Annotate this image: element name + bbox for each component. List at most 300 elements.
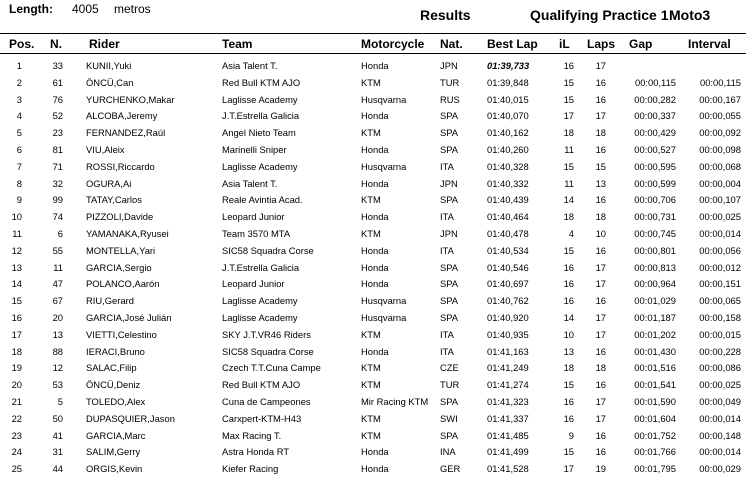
gap-cell: 00:00,527: [634, 143, 676, 155]
table-row: [0, 58, 746, 75]
best-lap-cell: 01:40,070: [487, 110, 529, 122]
rider-cell: MONTELLA,Yari: [86, 244, 156, 256]
gap-cell: 00:00,964: [634, 278, 676, 290]
team-cell: Asia Talent T.: [222, 60, 278, 71]
col-interval: Interval: [688, 37, 731, 51]
team-cell: Max Racing T.: [222, 429, 282, 441]
position-cell: 4: [16, 110, 22, 122]
interval-cell: 00:00,228: [699, 345, 741, 357]
gap-cell: 00:00,337: [634, 110, 676, 122]
best-lap-cell: 01:40,762: [487, 295, 529, 307]
nation-cell: TUR: [440, 379, 460, 391]
rider-cell: IERACI,Bruno: [86, 345, 145, 357]
motorcycle-cell: KTM: [361, 328, 381, 340]
rider-cell: VIETTI,Celestino: [86, 328, 157, 340]
position-cell: 8: [16, 177, 22, 189]
il-cell: 18: [563, 362, 574, 374]
best-lap-cell: 01:40,439: [487, 194, 529, 206]
interval-cell: 00:00,065: [699, 295, 741, 307]
best-lap-cell: 01:41,163: [487, 345, 529, 357]
gap-cell: 00:01,541: [634, 379, 676, 391]
col-pos: Pos.: [9, 37, 35, 51]
il-cell: 16: [563, 278, 574, 290]
motorcycle-cell: Honda: [361, 261, 389, 273]
number-cell: 12: [52, 362, 63, 374]
laps-cell: 16: [595, 446, 606, 458]
nation-cell: SPA: [440, 278, 459, 290]
col-il: iL: [559, 37, 570, 51]
table-row: [0, 293, 746, 310]
interval-cell: 00:00,148: [699, 429, 741, 441]
nation-cell: GER: [440, 463, 461, 475]
position-cell: 16: [11, 311, 22, 323]
il-cell: 17: [563, 110, 574, 122]
laps-cell: 16: [595, 93, 606, 105]
laps-cell: 17: [595, 328, 606, 340]
number-cell: 13: [52, 328, 63, 340]
il-cell: 16: [563, 412, 574, 424]
best-lap-cell: 01:40,464: [487, 211, 529, 223]
results-title: Results: [420, 7, 471, 23]
table-row: [0, 142, 746, 159]
gap-cell: 00:00,731: [634, 211, 676, 223]
table-row: [0, 176, 746, 193]
team-cell: Leopard Junior: [222, 211, 285, 223]
best-lap-cell: 01:40,015: [487, 93, 529, 105]
nation-cell: JPN: [440, 227, 458, 239]
motorcycle-cell: Husqvarna: [361, 295, 407, 307]
nation-cell: ITA: [440, 160, 454, 172]
col-team: Team: [222, 37, 253, 51]
il-cell: 16: [563, 395, 574, 407]
best-lap-cell: 01:40,328: [487, 160, 529, 172]
motorcycle-cell: Mir Racing KTM: [361, 395, 429, 407]
laps-cell: 16: [595, 244, 606, 256]
rider-cell: ORGIS,Kevin: [86, 463, 143, 475]
rider-cell: ROSSI,Riccardo: [86, 160, 155, 172]
laps-cell: 18: [595, 362, 606, 374]
motorcycle-cell: KTM: [361, 227, 381, 239]
laps-cell: 17: [595, 261, 606, 273]
col-motorcycle: Motorcycle: [361, 37, 425, 51]
number-cell: 11: [53, 261, 63, 273]
team-cell: Leopard Junior: [222, 278, 285, 290]
laps-cell: 16: [595, 379, 606, 391]
nation-cell: RUS: [440, 93, 460, 105]
rider-cell: VIU,Aleix: [86, 143, 125, 155]
motorcycle-cell: Husqvarna: [361, 160, 407, 172]
rider-cell: GARCIA,José Julián: [86, 311, 172, 323]
number-cell: 23: [52, 127, 63, 139]
il-cell: 11: [564, 177, 574, 189]
table-row: [0, 411, 746, 428]
best-lap-cell: 01:41,323: [487, 395, 529, 407]
nation-cell: ITA: [440, 244, 454, 256]
rider-cell: TOLEDO,Alex: [86, 395, 146, 407]
best-lap-cell: 01:40,935: [487, 328, 529, 340]
number-cell: 53: [52, 379, 63, 391]
rider-cell: ÖNCÜ,Deniz: [86, 379, 141, 391]
team-cell: Marinelli Sniper: [222, 143, 287, 155]
motorcycle-cell: Honda: [361, 345, 389, 357]
team-cell: Asia Talent T.: [222, 177, 278, 189]
team-cell: Cuna de Campeones: [222, 395, 311, 407]
table-row: [0, 327, 746, 344]
team-cell: Laglisse Academy: [222, 160, 298, 172]
interval-cell: 00:00,098: [699, 143, 741, 155]
position-cell: 12: [11, 244, 22, 256]
nation-cell: SPA: [440, 110, 459, 122]
il-cell: 9: [568, 429, 574, 441]
position-cell: 19: [11, 362, 22, 374]
il-cell: 17: [563, 463, 574, 475]
best-lap-cell: 01:40,478: [487, 227, 529, 239]
table-row: [0, 377, 746, 394]
il-cell: 18: [563, 127, 574, 139]
team-cell: Reale Avintia Acad.: [222, 194, 303, 206]
rider-cell: DUPASQUIER,Jason: [86, 412, 175, 424]
number-cell: 55: [52, 244, 63, 256]
table-row: [0, 108, 746, 125]
laps-cell: 17: [595, 412, 606, 424]
position-cell: 6: [16, 143, 22, 155]
interval-cell: 00:00,068: [699, 160, 741, 172]
gap-cell: 00:00,813: [634, 261, 676, 273]
motorcycle-cell: KTM: [361, 127, 381, 139]
team-cell: SIC58 Squadra Corse: [222, 244, 314, 256]
rider-cell: POLANCO,Aarón: [86, 278, 160, 290]
position-cell: 2: [16, 76, 22, 88]
best-lap-cell: 01:39,848: [487, 76, 529, 88]
position-cell: 5: [16, 127, 22, 139]
nation-cell: SPA: [440, 295, 459, 307]
interval-cell: 00:00,092: [699, 127, 741, 139]
table-row: [0, 243, 746, 260]
rider-cell: YURCHENKO,Makar: [86, 93, 175, 105]
rider-cell: YAMANAKA,Ryusei: [86, 227, 169, 239]
col-laps: Laps: [587, 37, 616, 51]
gap-cell: 00:01,516: [634, 362, 676, 374]
interval-cell: 00:00,167: [699, 93, 741, 105]
nation-cell: CZE: [440, 362, 459, 374]
results-table: [0, 58, 746, 478]
nation-cell: SPA: [440, 395, 459, 407]
nation-cell: SPA: [440, 194, 459, 206]
motorcycle-cell: Honda: [361, 60, 389, 71]
table-row: [0, 209, 746, 226]
interval-cell: 00:00,029: [699, 463, 741, 475]
rider-cell: RIU,Gerard: [86, 295, 134, 307]
motorcycle-cell: KTM: [361, 76, 381, 88]
table-row: [0, 444, 746, 461]
rider-cell: KUNII,Yuki: [86, 60, 132, 71]
interval-cell: 00:00,014: [699, 227, 741, 239]
rider-cell: GARCIA,Marc: [86, 429, 146, 441]
il-cell: 16: [563, 261, 574, 273]
il-cell: 15: [563, 244, 574, 256]
best-lap-cell: 01:40,534: [487, 244, 529, 256]
interval-cell: 00:00,014: [699, 412, 741, 424]
rider-cell: SALIM,Gerry: [86, 446, 141, 458]
col-best-lap: Best Lap: [487, 37, 538, 51]
table-row: [0, 92, 746, 109]
table-row: [0, 428, 746, 445]
laps-cell: 13: [595, 177, 606, 189]
rider-cell: FERNANDEZ,Raúl: [86, 127, 166, 139]
position-cell: 20: [11, 379, 22, 391]
nation-cell: SPA: [440, 429, 459, 441]
laps-cell: 16: [595, 194, 606, 206]
laps-cell: 17: [595, 278, 606, 290]
gap-cell: 00:01,604: [634, 412, 676, 424]
il-cell: 16: [563, 60, 574, 71]
best-lap-cell: 01:41,274: [487, 379, 529, 391]
col-rider: Rider: [89, 37, 120, 51]
motorcycle-cell: KTM: [361, 379, 381, 391]
il-cell: 15: [563, 160, 574, 172]
team-cell: Angel Nieto Team: [222, 127, 296, 139]
motorcycle-cell: KTM: [361, 194, 381, 206]
length-unit: metros: [114, 2, 151, 16]
class-title: Moto3: [669, 7, 711, 23]
number-cell: 71: [52, 160, 63, 172]
rider-cell: ÖNCÜ,Can: [86, 76, 134, 88]
laps-cell: 16: [595, 429, 606, 441]
gap-cell: 00:01,590: [634, 395, 676, 407]
gap-cell: 00:01,752: [634, 429, 676, 441]
gap-cell: 00:00,282: [634, 93, 676, 105]
position-cell: 14: [11, 278, 22, 290]
number-cell: 5: [57, 395, 63, 407]
laps-cell: 17: [595, 395, 606, 407]
nation-cell: SPA: [440, 143, 459, 155]
position-cell: 22: [11, 412, 22, 424]
table-row: [0, 159, 746, 176]
length-value: 4005: [72, 2, 99, 16]
il-cell: 15: [563, 93, 574, 105]
nation-cell: ITA: [440, 328, 454, 340]
motorcycle-cell: Husqvarna: [361, 93, 407, 105]
motorcycle-cell: Honda: [361, 211, 389, 223]
best-lap-cell: 01:41,499: [487, 446, 529, 458]
number-cell: 52: [52, 110, 63, 122]
gap-cell: 00:00,706: [634, 194, 676, 206]
motorcycle-cell: KTM: [361, 429, 381, 441]
gap-cell: 00:00,115: [634, 76, 676, 88]
interval-cell: 00:00,115: [699, 76, 741, 88]
position-cell: 7: [16, 160, 22, 172]
table-header: [0, 33, 746, 54]
col-gap: Gap: [629, 37, 653, 51]
interval-cell: 00:00,055: [699, 110, 741, 122]
team-cell: Red Bull KTM AJO: [222, 379, 301, 391]
team-cell: Astra Honda RT: [222, 446, 290, 458]
interval-cell: 00:00,014: [699, 446, 741, 458]
nation-cell: SPA: [440, 127, 459, 139]
laps-cell: 16: [595, 143, 606, 155]
position-cell: 17: [11, 328, 22, 340]
gap-cell: 00:01,766: [634, 446, 676, 458]
laps-cell: 16: [595, 345, 606, 357]
rider-cell: ALCOBA,Jeremy: [86, 110, 158, 122]
best-lap-cell: 01:39,733: [487, 60, 530, 71]
team-cell: Laglisse Academy: [222, 93, 298, 105]
table-row: [0, 75, 746, 92]
table-row: [0, 344, 746, 361]
gap-cell: 00:00,801: [634, 244, 676, 256]
gap-cell: 00:00,595: [634, 160, 676, 172]
il-cell: 14: [563, 311, 574, 323]
best-lap-cell: 01:40,162: [487, 127, 529, 139]
best-lap-cell: 01:40,260: [487, 143, 529, 155]
rider-cell: PIZZOLI,Davide: [86, 211, 154, 223]
interval-cell: 00:00,004: [699, 177, 741, 189]
motorcycle-cell: Honda: [361, 446, 389, 458]
report-header: [0, 0, 746, 28]
col-num: N.: [50, 37, 62, 51]
best-lap-cell: 01:41,337: [487, 412, 529, 424]
interval-cell: 00:00,049: [699, 395, 741, 407]
table-row: [0, 276, 746, 293]
best-lap-cell: 01:41,249: [487, 362, 529, 374]
il-cell: 4: [568, 227, 574, 239]
motorcycle-cell: KTM: [361, 412, 381, 424]
rider-cell: SALAC,Filip: [86, 362, 137, 374]
number-cell: 76: [52, 93, 63, 105]
motorcycle-cell: Husqvarna: [361, 311, 407, 323]
team-cell: Team 3570 MTA: [222, 227, 291, 239]
laps-cell: 10: [595, 227, 606, 239]
laps-cell: 15: [595, 160, 606, 172]
number-cell: 67: [52, 295, 63, 307]
nation-cell: SWI: [440, 412, 458, 424]
number-cell: 31: [52, 446, 63, 458]
best-lap-cell: 01:40,697: [487, 278, 529, 290]
position-cell: 9: [16, 194, 22, 206]
number-cell: 6: [57, 227, 63, 239]
nation-cell: INA: [440, 446, 456, 458]
il-cell: 15: [563, 446, 574, 458]
number-cell: 41: [52, 429, 63, 441]
nation-cell: JPN: [440, 177, 458, 189]
table-row: [0, 192, 746, 209]
rider-cell: GARCIA,Sergio: [86, 261, 152, 273]
laps-cell: 16: [595, 76, 606, 88]
position-cell: 15: [11, 295, 22, 307]
team-cell: Laglisse Academy: [222, 295, 298, 307]
il-cell: 13: [563, 345, 574, 357]
number-cell: 81: [52, 143, 63, 155]
table-row: [0, 310, 746, 327]
interval-cell: 00:00,107: [699, 194, 741, 206]
laps-cell: 17: [595, 60, 606, 71]
laps-cell: 17: [595, 110, 606, 122]
gap-cell: 00:01,795: [634, 463, 676, 475]
team-cell: SIC58 Squadra Corse: [222, 345, 314, 357]
team-cell: J.T.Estrella Galicia: [222, 110, 300, 122]
rider-cell: OGURA,Ai: [86, 177, 132, 189]
interval-cell: 00:00,025: [699, 211, 741, 223]
position-cell: 1: [16, 60, 22, 71]
position-cell: 23: [11, 429, 22, 441]
motorcycle-cell: Honda: [361, 177, 389, 189]
number-cell: 47: [52, 278, 63, 290]
table-row: [0, 226, 746, 243]
gap-cell: 00:01,187: [634, 311, 676, 323]
team-cell: Red Bull KTM AJO: [222, 76, 301, 88]
gap-cell: 00:01,430: [634, 345, 676, 357]
motorcycle-cell: Honda: [361, 463, 389, 475]
nation-cell: TUR: [440, 76, 460, 88]
motorcycle-cell: KTM: [361, 362, 381, 374]
team-cell: Czech T.T.Cuna Campe: [222, 362, 321, 374]
table-row: [0, 260, 746, 277]
table-row: [0, 461, 746, 478]
il-cell: 11: [564, 143, 574, 155]
laps-cell: 19: [595, 463, 606, 475]
best-lap-cell: 01:40,920: [487, 311, 529, 323]
team-cell: Carxpert-KTM-H43: [222, 412, 302, 424]
table-row: [0, 360, 746, 377]
nation-cell: ITA: [440, 345, 454, 357]
il-cell: 15: [563, 76, 574, 88]
nation-cell: SPA: [440, 261, 459, 273]
interval-cell: 00:00,158: [699, 311, 741, 323]
position-cell: 3: [16, 93, 22, 105]
il-cell: 14: [563, 194, 574, 206]
position-cell: 21: [11, 395, 22, 407]
position-cell: 10: [11, 211, 22, 223]
interval-cell: 00:00,015: [699, 328, 741, 340]
motorcycle-cell: Honda: [361, 110, 389, 122]
session-title: Qualifying Practice 1: [530, 7, 669, 23]
motorcycle-cell: Honda: [361, 278, 389, 290]
interval-cell: 00:00,012: [699, 261, 741, 273]
number-cell: 32: [52, 177, 63, 189]
interval-cell: 00:00,151: [699, 278, 741, 290]
team-cell: SKY J.T.VR46 Riders: [222, 328, 311, 340]
gap-cell: 00:00,745: [634, 227, 676, 239]
gap-cell: 00:01,202: [634, 328, 676, 340]
table-row: [0, 125, 746, 142]
number-cell: 74: [52, 211, 63, 223]
best-lap-cell: 01:40,332: [487, 177, 529, 189]
position-cell: 18: [11, 345, 22, 357]
team-cell: Laglisse Academy: [222, 311, 298, 323]
position-cell: 25: [11, 463, 22, 475]
laps-cell: 18: [595, 211, 606, 223]
interval-cell: 00:00,025: [699, 379, 741, 391]
nation-cell: SPA: [440, 311, 459, 323]
best-lap-cell: 01:40,546: [487, 261, 529, 273]
rider-cell: TATAY,Carlos: [86, 194, 142, 206]
il-cell: 18: [563, 211, 574, 223]
gap-cell: 00:00,599: [634, 177, 676, 189]
number-cell: 20: [52, 311, 63, 323]
gap-cell: 00:00,429: [634, 127, 676, 139]
team-cell: Kiefer Racing: [222, 463, 279, 475]
number-cell: 99: [52, 194, 63, 206]
motorcycle-cell: Honda: [361, 143, 389, 155]
best-lap-cell: 01:41,528: [487, 463, 529, 475]
table-row: [0, 394, 746, 411]
number-cell: 50: [52, 412, 63, 424]
number-cell: 44: [52, 463, 63, 475]
interval-cell: 00:00,056: [699, 244, 741, 256]
position-cell: 13: [11, 261, 22, 273]
col-nat: Nat.: [440, 37, 463, 51]
nation-cell: ITA: [440, 211, 454, 223]
